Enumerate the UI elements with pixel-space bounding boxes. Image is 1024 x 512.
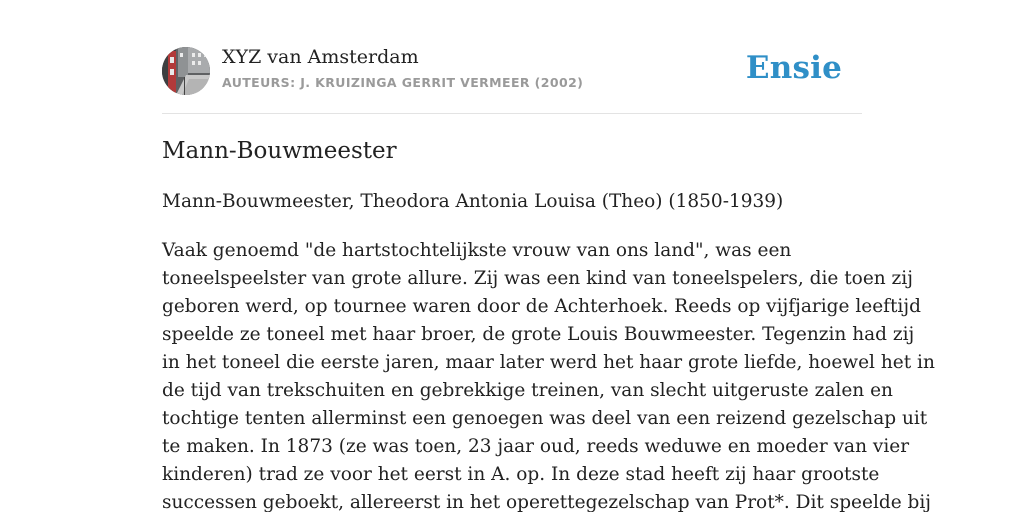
body-line: speelde ze toneel met haar broer, de grote Louis Bouwmeester. Tegenzin had zij: [162, 324, 915, 345]
authors-line: AUTEURS: J. KRUIZINGA GERRIT VERMEER (2002): [222, 75, 584, 90]
entry-body: [162, 237, 935, 512]
body-line: tochtige tenten allerminst een genoegen was deel van een reizend gezelschap uit: [162, 408, 928, 429]
entry-subtitle: Mann-Bouwmeester, Theodora Antonia Louisa (Theo) (1850-1939): [162, 191, 784, 212]
entry-title: Mann-Bouwmeester: [162, 138, 397, 164]
body-line: de tijd van trekschuiten en gebrekkige treinen, van slecht uitgeruste zalen en: [162, 380, 893, 401]
page-content: [162, 0, 935, 512]
body-line: te maken. In 1873 (ze was toen, 23 jaar oud, reeds weduwe en moeder van vier: [162, 436, 910, 457]
body-line: toneelspeelster van grote allure. Zij was een kind van toneelspelers, die toen zij: [162, 268, 913, 289]
body-line: Vaak genoemd "de hartstochtelijkste vrouw van ons land", was een: [162, 240, 792, 261]
body-line: successen geboekt, allereerst in het operettegezelschap van Prot*. Dit speelde bij: [162, 492, 932, 512]
avatar[interactable]: [162, 47, 210, 95]
body-line: geboren werd, op tournee waren door de Achterhoek. Reeds op vijfjarige leeftijd: [162, 296, 921, 317]
body-line: kinderen) trad ze voor het eerst in A. op. In deze stad heeft zij haar grootste: [162, 464, 880, 485]
body-line: in het toneel die eerste jaren, maar later werd het haar grote liefde, hoewel het in: [162, 352, 935, 373]
book-title[interactable]: XYZ van Amsterdam: [222, 46, 419, 68]
book-cover-thumbnail-icon: [162, 47, 210, 95]
header: [162, 0, 862, 114]
brand-logo[interactable]: Ensie: [745, 50, 842, 86]
